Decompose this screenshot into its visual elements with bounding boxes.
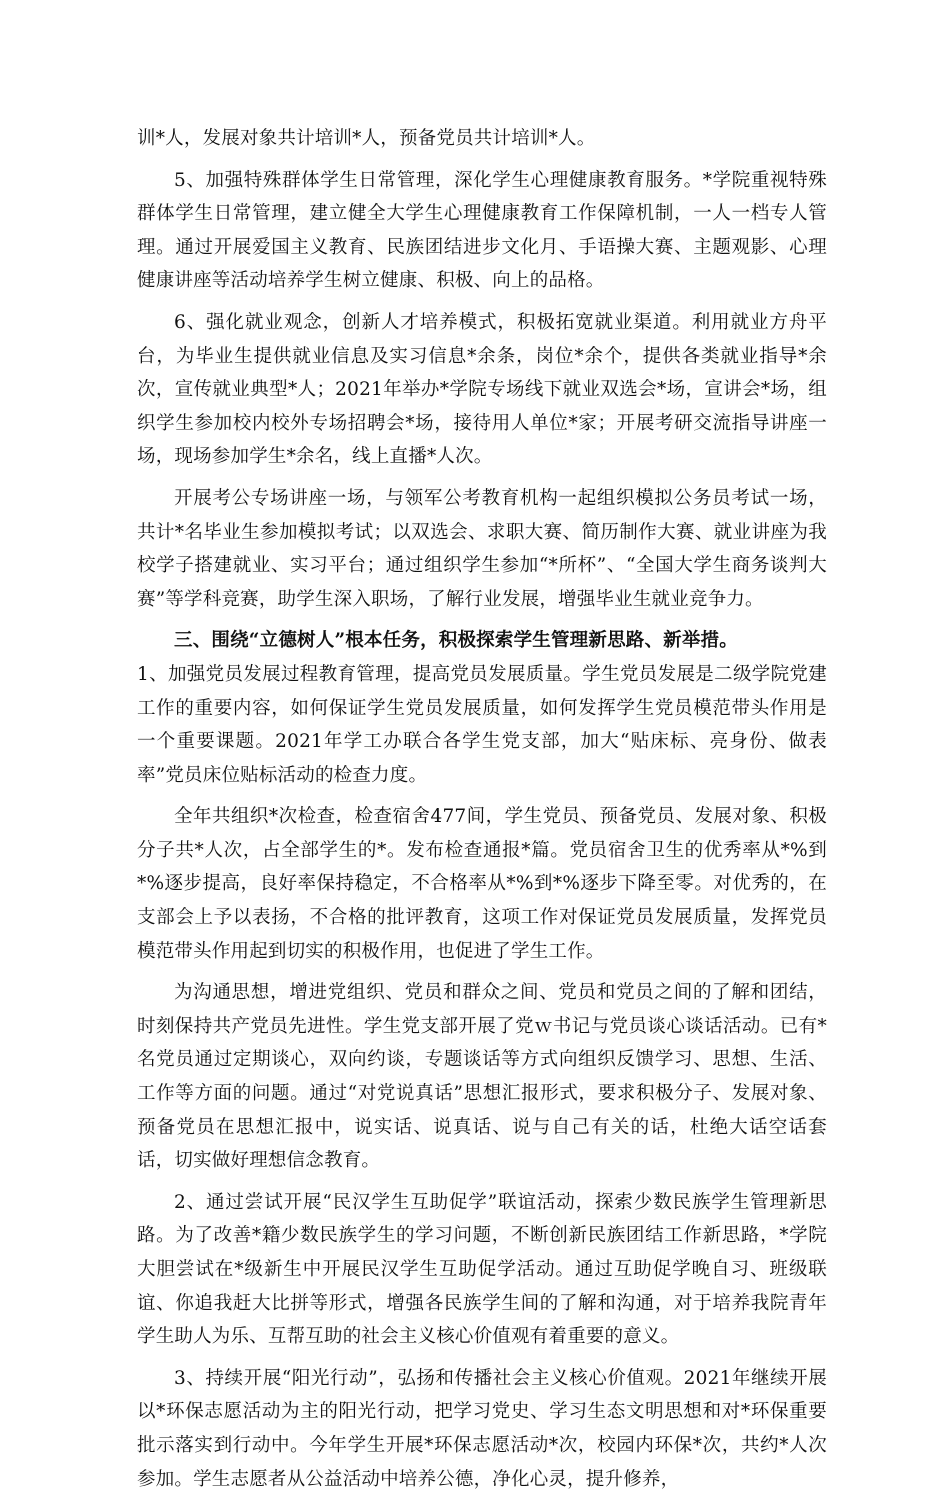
document-body: [137, 122, 827, 1504]
section-heading-3: 三、围绕“立德树人”根本任务，积极探索学生管理新思路、新举措。: [174, 630, 738, 652]
paragraph-item-6: 6、强化就业观念，创新人才培养模式，积极拓宽就业渠道。利用就业方舟平台，为毕业生提供就业信息及实习信息*余条，岗位*余个，提供各类就业指导*余次，宣传就业典型*人；2021年举办*学院专场线下就业双选会*场，宣讲会*场，组织学生参加校内校外专场招聘会*场，接待用人单位*家；开展考研交流指导讲座一场，现场参加学生*余名，线上直播*人次。: [137, 311, 827, 468]
paragraph-item-2: 2、通过尝试开展“民汉学生互助促学”联谊活动，探索少数民族学生管理新思路。为了改善*籍少数民族学生的学习问题，不断创新民族团结工作新思路，*学院大胆尝试在*级新生中开展民汉学生互助促学活动。通过互助促学晚自习、班级联谊、你追我赶大比拼等形式，增强各民族学生间的了解和沟通，对于培养我院青年学生助人为乐、互帮互助的社会主义核心价值观有着重要的意义。: [137, 1191, 827, 1348]
paragraph-communication: 为沟通思想，增进党组织、党员和群众之间、党员和党员之间的了解和团结，时刻保持共产党员先进性。学生党支部开展了党ｗ书记与党员谈心谈话活动。已有*名党员通过定期谈心，双向约谈，专题谈话等方式向组织反馈学习、思想、生活、工作等方面的问题。通过“对党说真话”思想汇报形式，要求积极分子、发展对象、预备党员在思想汇报中，说实话、说真话、说与自己有关的话，杜绝大话空话套话，切实做好理想信念教育。: [137, 982, 827, 1172]
paragraph-continuation: 训*人，发展对象共计培训*人，预备党员共计培训*人。: [137, 128, 596, 149]
paragraph-exam-lecture: 开展考公专场讲座一场，与领军公考教育机构一起组织模拟公务员考试一场，共计*名毕业生参加模拟考试；以双选会、求职大赛、简历制作大赛、就业讲座为我校学子搭建就业、实习平台；通过组织学生参加“*所杯”、“全国大学生商务谈判大赛”等学科竞赛，助学生深入职场，了解行业发展，增强毕业生就业竞争力。: [137, 487, 827, 610]
paragraph-inspection: 全年共组织*次检查，检查宿舍477间，学生党员、预备党员、发展对象、积极分子共*人次，占全部学生的*。发布检查通报*篇。党员宿舍卫生的优秀率从*%到*%逐步提高，良好率保持稳定，不合格率从*%到*%逐步下降至零。对优秀的，在支部会上予以表扬，不合格的批评教育，这项工作对保证党员发展质量，发挥党员模范带头作用起到切实的积极作用，也促进了学生工作。: [137, 806, 827, 962]
paragraph-party-item-1: 1、加强党员发展过程教育管理，提高党员发展质量。学生党员发展是二级学院党建工作的重要内容，如何保证学生党员发展质量，如何发挥学生党员模范带头作用是一个重要课题。2021年学工办联合各学生党支部，加大“贴床标、亮身份、做表率”党员床位贴标活动的检查力度。: [137, 663, 827, 786]
paragraph-item-3: 3、持续开展“阳光行动”，弘扬和传播社会主义核心价值观。2021年继续开展以*环保志愿活动为主的阳光行动，把学习党史、学习生态文明思想和对*环保重要批示落实到行动中。今年学生开展*环保志愿活动*次，校园内环保*次，共约*人次参加。学生志愿者从公益活动中培养公德，净化心灵，提升修养，: [137, 1367, 827, 1490]
paragraph-item-5: 5、加强特殊群体学生日常管理，深化学生心理健康教育服务。*学院重视特殊群体学生日常管理，建立健全大学生心理健康教育工作保障机制，一人一档专人管理。通过开展爱国主义教育、民族团结进步文化月、手语操大赛、主题观影、心理健康讲座等活动培养学生树立健康、积极、向上的品格。: [137, 169, 827, 292]
